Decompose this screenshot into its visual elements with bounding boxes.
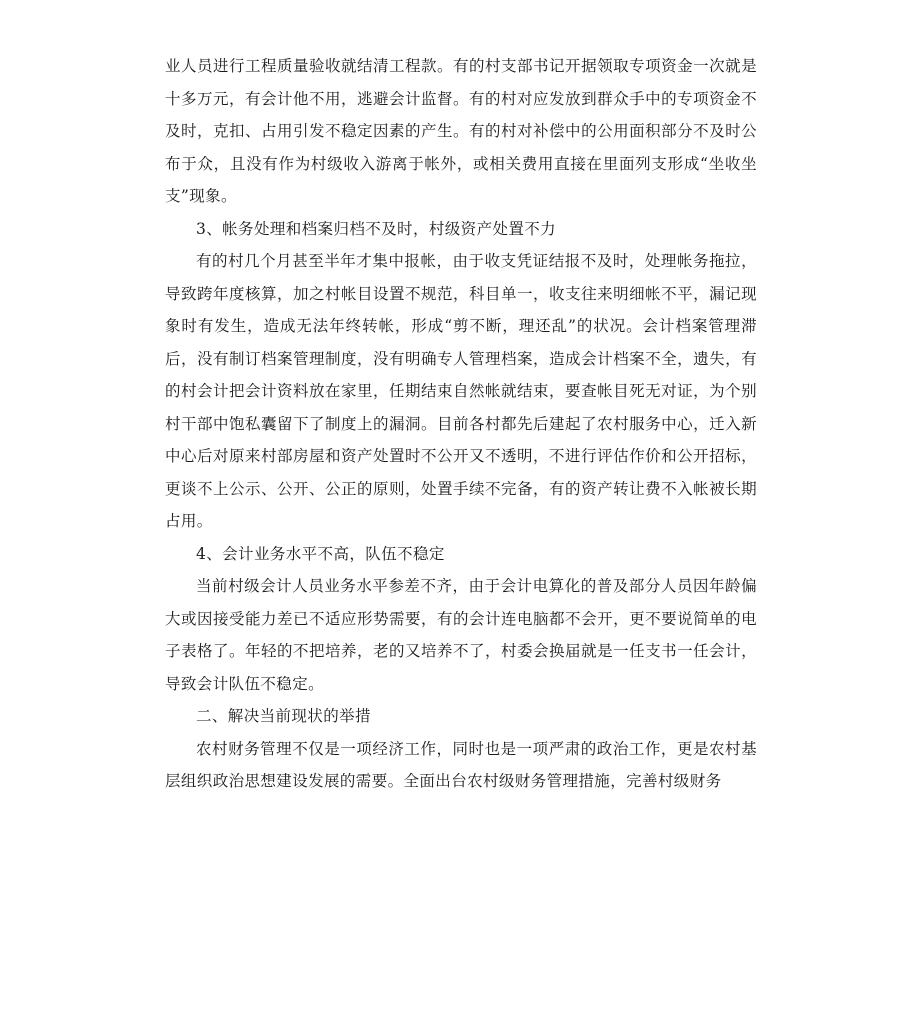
paragraph-accountant-skills: 当前村级会计人员业务水平参差不齐，由于会计电算化的普及部分人员因年龄偏大或因接受能力差已不适应形势需要，有的会计连电脑都不会开，更不要说简单的电子表格了。年轻的不把培养，老的又培养不了，村委会换届就是一任支书一任会计，导致会计队伍不稳定。 [165,577,757,693]
paragraph-accounting-delay: 有的村几个月甚至半年才集中报帐，由于收支凭证结报不及时，处理帐务拖拉，导致跨年度核算，加之村帐目设置不规范，科目单一，收支往来明细帐不平，漏记现象时有发生，造成无法年终转帐，形成“剪不断，理还乱”的状况。会计档案管理滞后，没有制订档案管理制度，没有明确专人管理档案，造成会计档案不全，遗失，有的村会计把会计资料放在家里，任期结束自然帐就结束，要查帐目死无对证，为个别村干部中饱私囊留下了制度上的漏洞。目前各村都先后建起了农村服务中心，迁入新中心后对原来村部房屋和资产处置时不公开又不透明，不进行评估作价和公开招标，更谈不上公示、公开、公正的原则，处置手续不完备，有的资产转让费不入帐被长期占用。 [165,252,757,530]
section-heading-4: 4、会计业务水平不高，队伍不稳定 [196,544,445,563]
document-body [165,50,757,798]
section-heading-measures: 二、解决当前现状的举措 [196,707,371,725]
paragraph-continuation: 业人员进行工程质量验收就结清工程款。有的村支部书记开据领取专项资金一次就是十多万元，有会计他不用，逃避会计监督。有的村对应发放到群众手中的专项资金不及时，克扣、占用引发不稳定因素的产生。有的村对补偿中的公用面积部分不及时公布于众，且没有作为村级收入游离于帐外，或相关费用直接在里面列支形成“坐收坐支”现象。 [165,57,757,205]
section-heading-3: 3、帐务处理和档案归档不及时，村级资产处置不力 [196,219,557,238]
paragraph-financial-management: 农村财务管理不仅是一项经济工作，同时也是一项严肃的政治工作，更是农村基层组织政治思想建设发展的需要。全面出台农村级财务管理措施，完善村级财务 [165,739,757,790]
